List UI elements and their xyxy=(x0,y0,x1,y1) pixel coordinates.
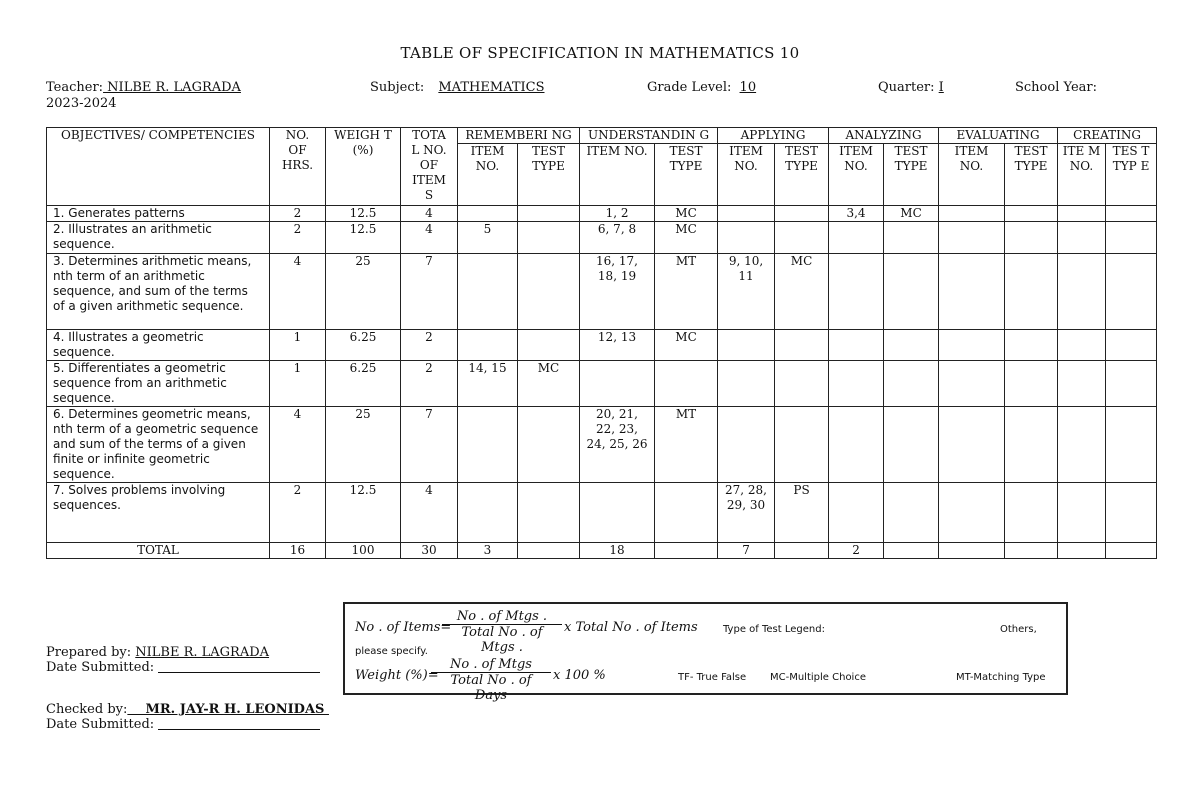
total-applying: 7 xyxy=(718,543,775,559)
weight-cell: 6.25 xyxy=(326,330,401,361)
analyzing-type-cell: MC xyxy=(884,206,939,222)
analyzing-item-cell xyxy=(829,361,884,407)
creating-item-cell xyxy=(1058,483,1106,543)
col-evaluating: EVALUATING xyxy=(939,128,1058,144)
remembering-type-cell xyxy=(518,254,580,330)
applying-type-cell: MC xyxy=(775,254,829,330)
evaluating-item-cell xyxy=(939,483,1005,543)
col-remembering: REMEMBERI NG xyxy=(458,128,580,144)
items-formula-rhs: x Total No . of Items xyxy=(564,620,698,635)
creating-type-cell xyxy=(1106,330,1157,361)
applying-type-cell xyxy=(775,361,829,407)
understanding-item-cell: 6, 7, 8 xyxy=(580,222,655,254)
applying-type-cell xyxy=(775,206,829,222)
understanding-type-cell: MC xyxy=(655,330,718,361)
quarter-label: Quarter: xyxy=(878,80,935,95)
prepared-label: Prepared by: xyxy=(46,645,132,660)
items-numerator: No . of Mtgs . xyxy=(442,609,562,625)
grade-value: 10 xyxy=(739,80,757,95)
teacher-field xyxy=(46,80,241,95)
hours-cell: 4 xyxy=(270,254,326,330)
subject-value: MATHEMATICS xyxy=(438,80,545,95)
weight-cell: 25 xyxy=(326,407,401,483)
checked-name: MR. JAY-R H. LEONIDAS xyxy=(127,702,329,717)
analyzing-type-cell xyxy=(884,361,939,407)
creating-type-cell xyxy=(1106,483,1157,543)
remembering-type-cell: MC xyxy=(518,361,580,407)
items-fraction xyxy=(442,609,562,655)
hours-cell: 2 xyxy=(270,206,326,222)
creating-type-cell xyxy=(1106,361,1157,407)
applying-type-cell xyxy=(775,407,829,483)
applying-item-cell xyxy=(718,330,775,361)
rem-test-type-header: TEST TYPE xyxy=(518,144,580,206)
applying-type-cell xyxy=(775,330,829,361)
total-cre-type xyxy=(1106,543,1157,559)
creating-type-cell xyxy=(1106,407,1157,483)
analyzing-item-cell: 3,4 xyxy=(829,206,884,222)
cre-item-no-header: ITE M NO. xyxy=(1058,144,1106,206)
understanding-type-cell xyxy=(655,361,718,407)
date-submitted-line xyxy=(158,729,320,730)
objective-cell: 7. Solves problems involving sequences. xyxy=(47,483,270,543)
remembering-type-cell xyxy=(518,206,580,222)
evaluating-type-cell xyxy=(1005,206,1058,222)
weight-cell: 25 xyxy=(326,254,401,330)
analyzing-item-cell xyxy=(829,330,884,361)
understanding-type-cell: MT xyxy=(655,407,718,483)
checked-label: Checked by: xyxy=(46,702,128,717)
objective-cell: 5. Differentiates a geometric sequence from an arithmetic sequence. xyxy=(47,361,270,407)
prepared-name: NILBE R. LAGRADA xyxy=(135,645,270,660)
analyzing-item-cell xyxy=(829,483,884,543)
table-row xyxy=(47,206,1157,222)
date-submitted-label: Date Submitted: xyxy=(46,660,155,675)
total-items-cell: 7 xyxy=(401,254,458,330)
applying-type-cell xyxy=(775,222,829,254)
table-row xyxy=(47,330,1157,361)
page-title: TABLE OF SPECIFICATION IN MATHEMATICS 10 xyxy=(400,44,800,62)
weight-cell: 12.5 xyxy=(326,222,401,254)
understanding-item-cell xyxy=(580,361,655,407)
remembering-item-cell xyxy=(458,483,518,543)
applying-item-cell xyxy=(718,222,775,254)
weight-cell: 12.5 xyxy=(326,483,401,543)
ana-test-type-header: TEST TYPE xyxy=(884,144,939,206)
items-denominator: Total No . of Mtgs . xyxy=(461,625,543,655)
eva-test-type-header: TEST TYPE xyxy=(1005,144,1058,206)
teacher-label: Teacher: xyxy=(46,80,104,95)
understanding-type-cell: MC xyxy=(655,206,718,222)
checked-by xyxy=(46,702,329,717)
total-rem-type xyxy=(518,543,580,559)
specification-table xyxy=(46,127,1157,559)
creating-item-cell xyxy=(1058,206,1106,222)
weight-formula-lhs: Weight (%)= xyxy=(355,668,439,683)
analyzing-item-cell xyxy=(829,407,884,483)
remembering-item-cell xyxy=(458,330,518,361)
total-row xyxy=(47,543,1157,559)
objective-cell: 1. Generates patterns xyxy=(47,206,270,222)
understanding-type-cell: MC xyxy=(655,222,718,254)
creating-type-cell xyxy=(1106,206,1157,222)
app-test-type-header: TEST TYPE xyxy=(775,144,829,206)
understanding-item-cell: 1, 2 xyxy=(580,206,655,222)
evaluating-item-cell xyxy=(939,254,1005,330)
total-hours: 16 xyxy=(270,543,326,559)
total-weight: 100 xyxy=(326,543,401,559)
total-eva-item xyxy=(939,543,1005,559)
creating-type-cell xyxy=(1106,254,1157,330)
weight-formula-rhs: x 100 % xyxy=(553,668,606,683)
applying-item-cell: 27, 28, 29, 30 xyxy=(718,483,775,543)
remembering-item-cell: 5 xyxy=(458,222,518,254)
hours-cell: 2 xyxy=(270,222,326,254)
formula-legend-box xyxy=(343,602,1068,703)
quarter-value: I xyxy=(938,80,944,95)
date-submitted-2 xyxy=(46,717,320,732)
subject-label: Subject: xyxy=(370,80,425,95)
hours-cell: 1 xyxy=(270,361,326,407)
evaluating-item-cell xyxy=(939,222,1005,254)
remembering-item-cell xyxy=(458,206,518,222)
evaluating-type-cell xyxy=(1005,254,1058,330)
creating-item-cell xyxy=(1058,254,1106,330)
applying-item-cell: 9, 10, 11 xyxy=(718,254,775,330)
creating-item-cell xyxy=(1058,407,1106,483)
objective-cell: 3. Determines arithmetic means, nth term of an arithmetic sequence, and sum of the terms of a given arithmetic sequence. xyxy=(47,254,270,330)
creating-item-cell xyxy=(1058,222,1106,254)
total-und-type xyxy=(655,543,718,559)
analyzing-type-cell xyxy=(884,407,939,483)
total-remembering: 3 xyxy=(458,543,518,559)
weight-cell: 12.5 xyxy=(326,206,401,222)
creating-item-cell xyxy=(1058,361,1106,407)
understanding-item-cell: 20, 21, 22, 23, 24, 25, 26 xyxy=(580,407,655,483)
school-year-label: School Year: xyxy=(1015,80,1097,95)
objective-cell: 6. Determines geometric means, nth term of a geometric sequence and sum of the terms of a given finite or infinite geometric sequence. xyxy=(47,407,270,483)
analyzing-item-cell xyxy=(829,254,884,330)
grade-label: Grade Level: xyxy=(647,80,732,95)
legend-tf: TF- True False xyxy=(678,672,747,683)
table-row xyxy=(47,222,1157,254)
col-weight: WEIGH T (%) xyxy=(326,128,401,206)
total-items-cell: 4 xyxy=(401,222,458,254)
grade-field xyxy=(647,80,760,95)
eva-item-no-header: ITEM NO. xyxy=(939,144,1005,206)
teacher-value: NILBE R. LAGRADA xyxy=(103,80,241,95)
applying-type-cell: PS xyxy=(775,483,829,543)
date-submitted-line xyxy=(158,672,320,673)
evaluating-type-cell xyxy=(1005,483,1058,543)
legend-title: Type of Test Legend: xyxy=(723,624,825,635)
remembering-type-cell xyxy=(518,222,580,254)
understanding-item-cell: 12, 13 xyxy=(580,330,655,361)
ana-item-no-header: ITEM NO. xyxy=(829,144,884,206)
subject-field xyxy=(370,80,559,95)
date-submitted-1 xyxy=(46,660,320,675)
total-items-cell: 7 xyxy=(401,407,458,483)
items-formula-lhs: No . of Items= xyxy=(355,620,452,635)
total-analyzing: 2 xyxy=(829,543,884,559)
evaluating-type-cell xyxy=(1005,330,1058,361)
weight-denominator: Total No . of Days xyxy=(450,673,532,703)
col-hours: NO. OF HRS. xyxy=(270,128,326,206)
remembering-type-cell xyxy=(518,483,580,543)
analyzing-type-cell xyxy=(884,254,939,330)
hours-cell: 1 xyxy=(270,330,326,361)
header-row-1 xyxy=(47,128,1157,144)
col-analyzing: ANALYZING xyxy=(829,128,939,144)
weight-fraction xyxy=(431,657,551,703)
evaluating-item-cell xyxy=(939,330,1005,361)
legend-mt: MT-Matching Type xyxy=(956,672,1046,683)
rem-item-no-header: ITEM NO. xyxy=(458,144,518,206)
total-ana-type xyxy=(884,543,939,559)
total-items-cell: 4 xyxy=(401,206,458,222)
total-items-cell: 2 xyxy=(401,361,458,407)
weight-numerator: No . of Mtgs xyxy=(431,657,551,673)
table-row xyxy=(47,361,1157,407)
creating-item-cell xyxy=(1058,330,1106,361)
evaluating-item-cell xyxy=(939,407,1005,483)
analyzing-type-cell xyxy=(884,483,939,543)
evaluating-item-cell xyxy=(939,361,1005,407)
table-row xyxy=(47,254,1157,330)
remembering-item-cell: 14, 15 xyxy=(458,361,518,407)
table-row xyxy=(47,407,1157,483)
col-objectives: OBJECTIVES/ COMPETENCIES xyxy=(47,128,270,206)
legend-mc: MC-Multiple Choice xyxy=(770,672,866,683)
legend-specify: please specify. xyxy=(355,646,428,657)
understanding-type-cell xyxy=(655,483,718,543)
analyzing-item-cell xyxy=(829,222,884,254)
table-row xyxy=(47,483,1157,543)
analyzing-type-cell xyxy=(884,330,939,361)
evaluating-type-cell xyxy=(1005,222,1058,254)
analyzing-type-cell xyxy=(884,222,939,254)
understanding-item-cell: 16, 17, 18, 19 xyxy=(580,254,655,330)
total-label: TOTAL xyxy=(47,543,270,559)
understanding-item-cell xyxy=(580,483,655,543)
table-body xyxy=(47,206,1157,543)
col-total-items: TOTA L NO. OF ITEM S xyxy=(401,128,458,206)
applying-item-cell xyxy=(718,361,775,407)
creating-type-cell xyxy=(1106,222,1157,254)
total-items-cell: 2 xyxy=(401,330,458,361)
evaluating-type-cell xyxy=(1005,361,1058,407)
weight-cell: 6.25 xyxy=(326,361,401,407)
col-creating: CREATING xyxy=(1058,128,1157,144)
legend-others: Others, xyxy=(1000,624,1037,635)
prepared-by xyxy=(46,645,269,660)
und-test-type-header: TEST TYPE xyxy=(655,144,718,206)
app-item-no-header: ITEM NO. xyxy=(718,144,775,206)
remembering-item-cell xyxy=(458,407,518,483)
hours-cell: 4 xyxy=(270,407,326,483)
school-year-value: 2023-2024 xyxy=(46,96,117,111)
hours-cell: 2 xyxy=(270,483,326,543)
understanding-type-cell: MT xyxy=(655,254,718,330)
quarter-field xyxy=(878,80,944,95)
applying-item-cell xyxy=(718,407,775,483)
evaluating-type-cell xyxy=(1005,407,1058,483)
total-cre-item xyxy=(1058,543,1106,559)
evaluating-item-cell xyxy=(939,206,1005,222)
und-item-no-header: ITEM NO. xyxy=(580,144,655,206)
total-understanding: 18 xyxy=(580,543,655,559)
total-items-cell: 4 xyxy=(401,483,458,543)
col-understanding: UNDERSTANDIN G xyxy=(580,128,718,144)
col-applying: APPLYING xyxy=(718,128,829,144)
total-items: 30 xyxy=(401,543,458,559)
total-eva-type xyxy=(1005,543,1058,559)
remembering-type-cell xyxy=(518,407,580,483)
objective-cell: 2. Illustrates an arithmetic sequence. xyxy=(47,222,270,254)
cre-test-type-header: TES T TYP E xyxy=(1106,144,1157,206)
objective-cell: 4. Illustrates a geometric sequence. xyxy=(47,330,270,361)
remembering-item-cell xyxy=(458,254,518,330)
total-app-type xyxy=(775,543,829,559)
applying-item-cell xyxy=(718,206,775,222)
remembering-type-cell xyxy=(518,330,580,361)
date-submitted-label: Date Submitted: xyxy=(46,717,155,732)
